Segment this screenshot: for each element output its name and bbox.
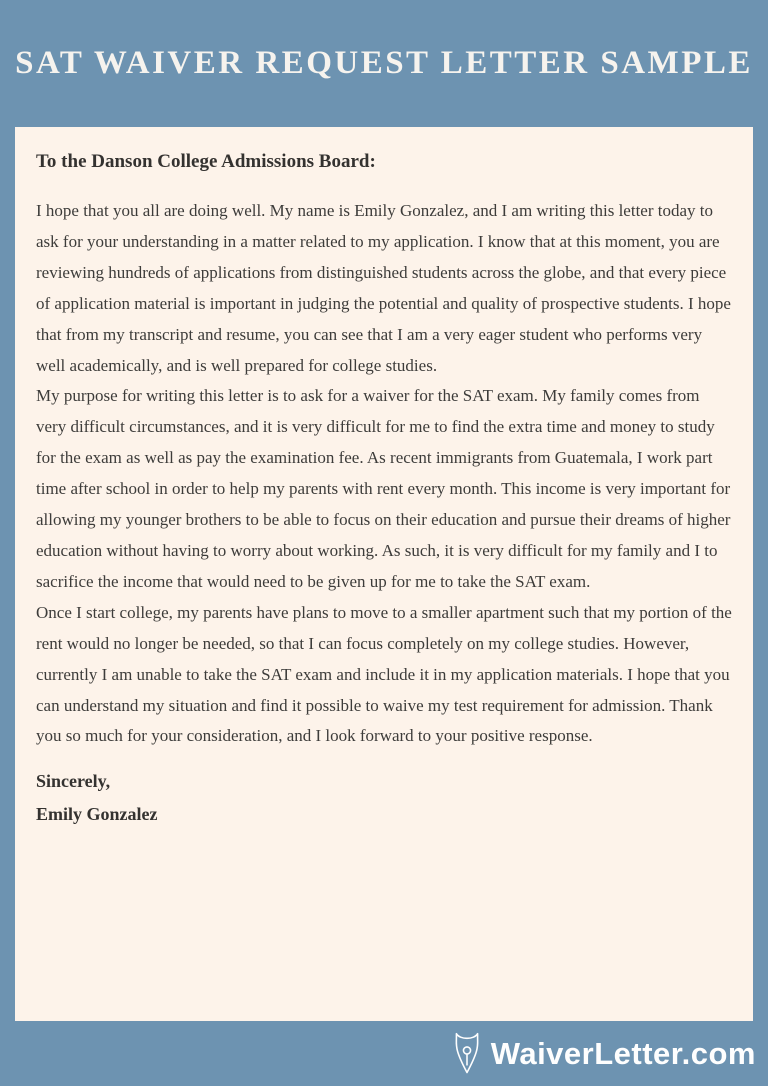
letter-salutation: To the Danson College Admissions Board: — [36, 151, 376, 172]
letter-paragraph: My purpose for writing this letter is to ask for a waiver for the SAT exam. My family comes from very difficult circumstances, and it is very difficult for me to find the extra time and money to study for the exam as well as pay the examination fee. As recent immigrants from Guatemala, I work part time after school in order to help my parents with rent every month. This income is very important for allowing my younger brothers to be able to focus on their education and pursue their dreams of higher education without having to worry about working. As such, it is very difficult for my family and I to sacrifice the income that would need to be given up for me to take the SAT exam. — [36, 386, 731, 591]
footer-banner — [0, 1021, 768, 1086]
header-banner — [0, 0, 768, 127]
letter-paragraph: I hope that you all are doing well. My name is Emily Gonzalez, and I am writing this letter today to ask for your understanding in a matter related to my application. I know that at this moment, you are reviewing hundreds of applications from distinguished students across the globe, and that every piece of application material is important in judging the potential and quality of prospective students. I hope that from my transcript and resume, you can see that I am a very eager student who performs very well academically, and is well prepared for college studies. — [36, 201, 731, 375]
brand-wordmark: WaiverLetter.com — [490, 1035, 756, 1071]
letter-body — [36, 196, 733, 752]
letter-signature: Emily Gonzalez — [36, 804, 158, 825]
page-title: SAT WAIVER REQUEST LETTER SAMPLE — [15, 45, 753, 81]
letter-card — [15, 127, 753, 1021]
signature-block — [36, 765, 733, 831]
letter-paragraph: Once I start college, my parents have plans to move to a smaller apartment such that my portion of the rent would no longer be needed, so that I can focus completely on my college studies. However, currently I am unable to take the SAT exam and include it in my application materials. I hope that you can understand my situation and find it possible to waive my test requirement for admission. Thank you so much for your consideration, and I look forward to your positive response. — [36, 602, 732, 746]
pen-nib-icon — [452, 1031, 482, 1077]
letter-closing: Sincerely, — [36, 771, 111, 792]
